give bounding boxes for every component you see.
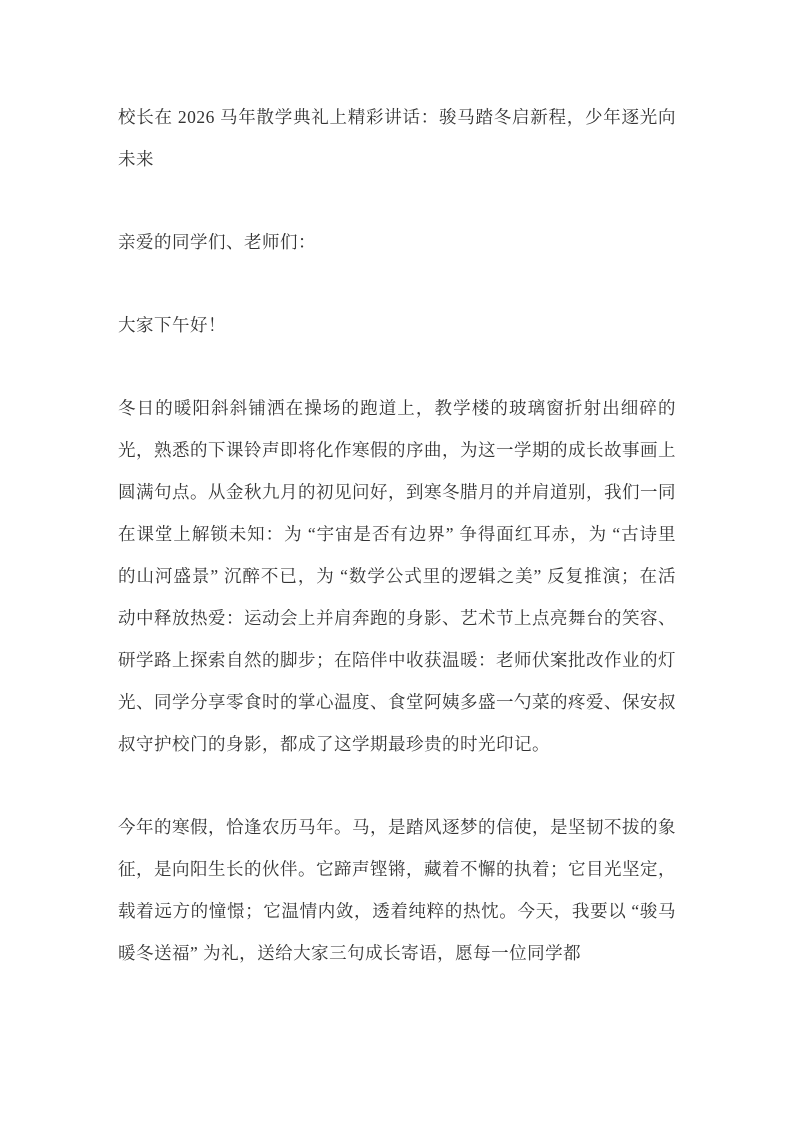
document-title: 校长在 2026 马年散学典礼上精彩讲话：骏马踏冬启新程，少年逐光向未来 [118, 107, 676, 169]
salutation-line: 亲爱的同学们、老师们： [118, 232, 316, 252]
body-paragraph-1: 冬日的暖阳斜斜铺洒在操场的跑道上，教学楼的玻璃窗折射出细碎的光，熟悉的下课铃声即将化作寒假的序曲，为这一学期的成长故事画上圆满句点。从金秋九月的初见问好，到寒冬腊月的并肩道别，我们一同在课堂上解锁未知：为 “宇宙是否有边界” 争得面红耳赤，为 “古诗里的山河盛景” 沉醉不已，为 “数学公式里的逻辑之美” 反复推演；在活动中释放热爱：运动会上并肩奔跑的身影、艺术节上点亮舞台的笑容、研学路上探索自然的脚步；在陪伴中收获温暖：老师伏案批改作业的灯光、同学分享零食时的掌心温度、食堂阿姨多盛一勺菜的疼爱、保安叔叔守护校门的身影，都成了这学期最珍贵的时光印记。 [118, 398, 676, 754]
body-paragraph-2: 今年的寒假，恰逢农历马年。马，是踏风逐梦的信使，是坚韧不拔的象征，是向阳生长的伙伴。它蹄声铿锵，藏着不懈的执着；它目光坚定，载着远方的憧憬；它温情内敛，透着纯粹的热忱。今天，我要以 “骏马暖冬送福” 为礼，送给大家三句成长寄语，愿每一位同学都 [118, 817, 676, 963]
greeting-line: 大家下午好！ [118, 315, 226, 335]
